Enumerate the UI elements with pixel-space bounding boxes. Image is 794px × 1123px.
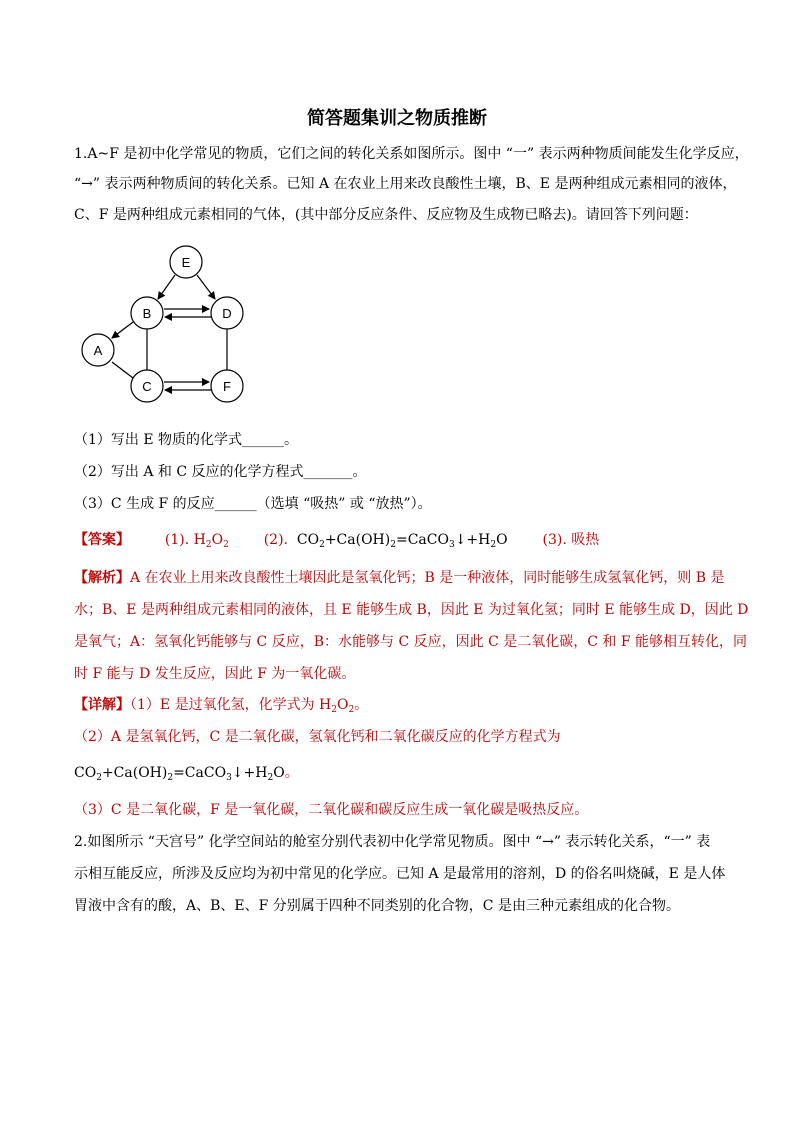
detail-line-2: （2）A 是氢氧化钙，C 是二氧化碳，氢氧化钙和二氧化碳反应的化学方程式为: [74, 729, 561, 745]
edge-e-to-b: [158, 275, 175, 299]
node-e: [170, 246, 202, 278]
svg-text:A: A: [93, 343, 103, 358]
node-c: [131, 370, 163, 402]
edge-e-to-d: [197, 275, 215, 299]
node-b: [131, 297, 163, 329]
detail-equation: $CO_2+Ca(OH)_2=CaCO_3↓+H_2O$。: [74, 765, 299, 783]
svg-text:B: B: [142, 306, 152, 321]
analysis-line-3: 是氧气；A：氢氧化钙能够与 C 反应，B：水能够与 C 反应，因此 C 是二氧化碳，C 和 F 能够相互转化，同: [74, 634, 748, 650]
answer-line: [74, 530, 599, 555]
analysis-line-2: 水；B、E 是两种组成元素相同的液体，且 E 能够生成 B，因此 E 为过氧化氢；同时 E 能够生成 D，因此 D: [74, 602, 749, 618]
q1-sub-question-3: （3）C 生成 F 的反应______（选填 “吸热” 或 “放热”）。: [74, 496, 432, 512]
svg-text:D: D: [222, 306, 232, 321]
answer-3: (3). 吸热: [542, 532, 600, 548]
analysis-line-1: 【解析】A 在农业上用来改良酸性土壤因此是氢氧化钙；B 是一种液体，同时能够生成氢氧化钙，则 B 是: [74, 570, 725, 586]
q1-sub-question-1: （1）写出 E 物质的化学式______。: [74, 432, 299, 448]
q2-text-line-2: 示相互能反应，所涉及反应均为初中常见的化学应。已知 A 是最常用的溶剂，D 的俗名叫烧碱，E 是人体: [74, 866, 726, 882]
answer-2-number: (2).: [263, 532, 288, 548]
answer-label: 【答案】: [74, 532, 130, 548]
node-a: [82, 334, 114, 366]
node-d: [211, 297, 243, 329]
analysis-label: 【解析】: [74, 570, 130, 586]
q1-text-line-1: 1.A~F 是初中化学常见的物质，它们之间的转化关系如图所示。图中 “一” 表示两种物质间能发生化学反应，: [74, 146, 749, 162]
q2-text-line-1: 2.如图所示 “天宫号” 化学空间站的舱室分别代表初中化学常见物质。图中 “→” 表示转化关系，“一” 表: [74, 834, 711, 850]
svg-text:E: E: [181, 255, 191, 270]
svg-text:F: F: [223, 379, 231, 394]
q1-text-line-3: C、F 是两种组成元素相同的气体，(其中部分反应条件、反应物及生成物已略去)。请回答下列问题：: [74, 207, 698, 223]
answer-2-equation: $CO_2+Ca(OH)_2=CaCO_3↓+H_2O$: [292, 532, 508, 550]
q1-text-line-2: “→” 表示两种物质间的转化关系。已知 A 在农业上用来改良酸性土壤，B、E 是两种组成元素相同的液体，: [74, 176, 737, 192]
conversion-diagram: [74, 240, 274, 420]
page-title: 简答题集训之物质推断: [307, 108, 487, 129]
detail-label: 【详解】: [74, 697, 130, 713]
detail-line-4: （3）C 是二氧化碳，F 是一氧化碳，二氧化碳和碳反应生成一氧化碳是吸热反应。: [74, 802, 589, 818]
q2-text-line-3: 胃液中含有的酸，A、B、E、F 分别属于四种不同类别的化合物，C 是由三种元素组成的化合物。: [74, 898, 680, 914]
edge-a-c: [112, 362, 133, 378]
q1-sub-question-2: （2）写出 A 和 C 反应的化学方程式_______。: [74, 464, 367, 480]
node-f: [211, 370, 243, 402]
detail-line-1: 【详解】（1）E 是过氧化氢，化学式为 $H_2O_2$。: [74, 697, 369, 715]
answer-1: (1). $H_2O_2$: [164, 532, 229, 550]
svg-text:C: C: [142, 379, 152, 394]
edge-b-to-a: [112, 322, 133, 338]
analysis-line-4: 时 F 能与 D 发生反应，因此 F 为一氧化碳。: [74, 666, 356, 682]
